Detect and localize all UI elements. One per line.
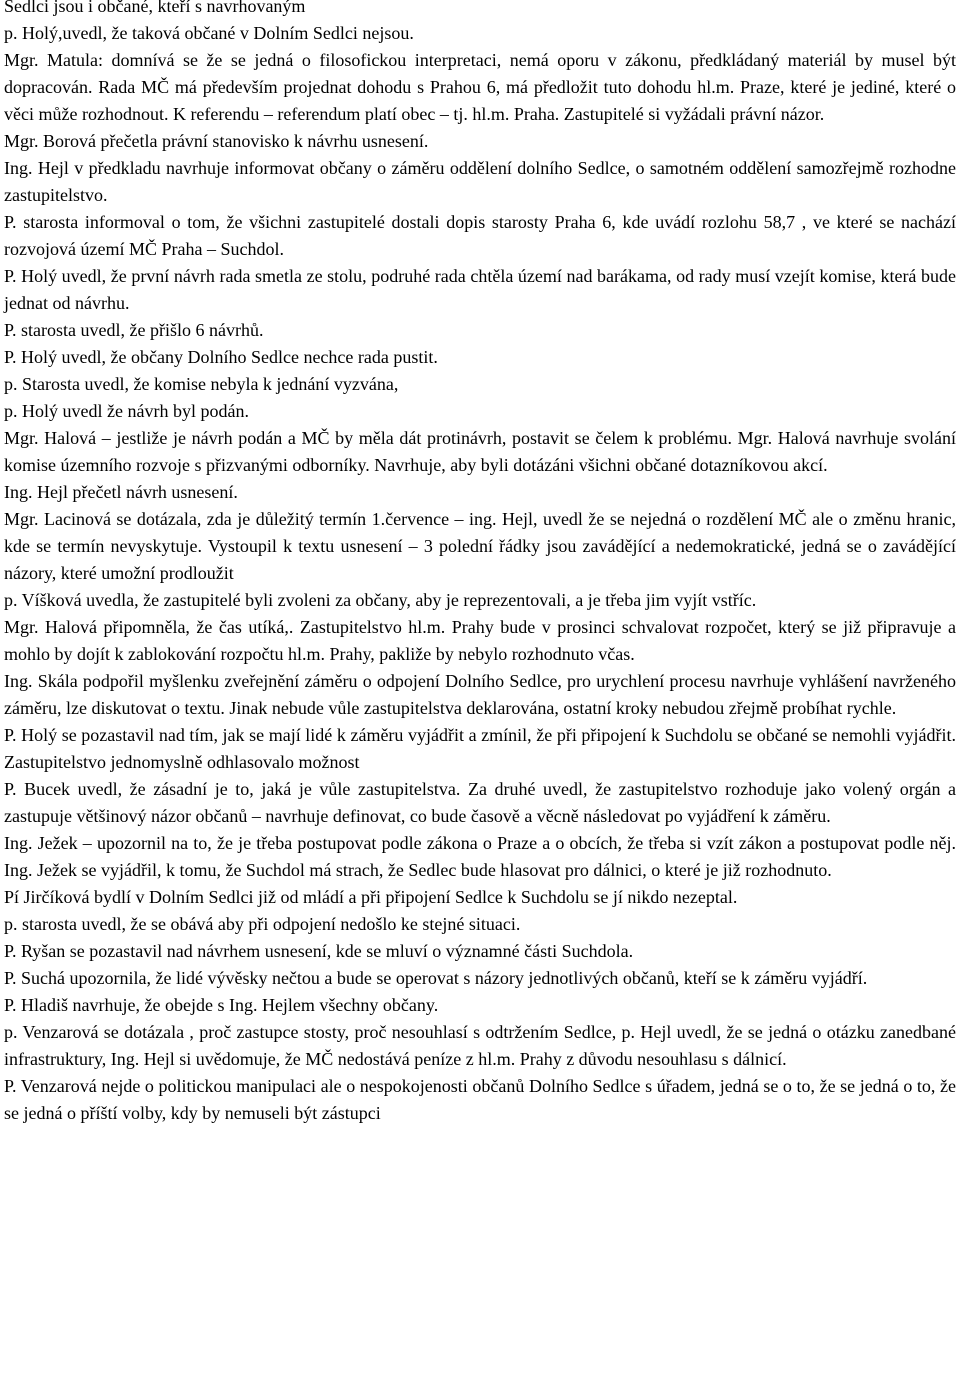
paragraph: Mgr. Lacinová se dotázala, zda je důležitý termín 1.července – ing. Hejl, uvedl že se nejedná o rozdělení MČ ale o změnu hranic, kde se termín nevyskytuje. Vystoupil k textu usnesení – 3 polední řádky jsou zavádějící a nedemokratické, jedná se o zavádějící názory, které umožní prodloužit	[4, 509, 956, 583]
paragraph: Pí Jirčíková bydlí v Dolním Sedlci již od mládí a při připojení Sedlce k Suchdolu se jí nikdo nezeptal.	[4, 887, 738, 907]
paragraph: P. starosta informoval o tom, že všichni zastupitelé dostali dopis starosty Praha 6, kde uvádí rozlohu 58,7 , ve které se nachází rozvojová území MČ Praha – Suchdol.	[4, 212, 956, 259]
paragraph: P. Holý se pozastavil nad tím, jak se mají lidé k záměru vyjádřit a zmínil, že při připojení k Suchdolu se občané se nemohli vyjádřit. Zastupitelstvo jednomyslně odhlasovalo možnost	[4, 725, 956, 772]
paragraph: Mgr. Matula: domnívá se že se jedná o filosofickou interpretaci, nemá oporu v zákonu, předkládaný materiál by musel být dopracován. Rada MČ má především projednat dohodu s Prahou 6, má předložit tuto dohodu hl.m. Praze, které je jediné, které o věci může rozhodnout. K referendu – referendum platí obec – tj. hl.m. Praha. Zastupitelé si vyžádali právní názor.	[4, 50, 956, 124]
paragraph: Ing. Skála podpořil myšlenku zveřejnění záměru o odpojení Dolního Sedlce, pro urychlení procesu navrhuje vyhlášení navrženého záměru, lze diskutovat o textu. Jinak nebude vůle zastupitelstva deklarována, ostatní kroky nebudou zřejmě probíhat rychle.	[4, 671, 956, 718]
paragraph: p. Víšková uvedla, že zastupitelé byli zvoleni za občany, aby je reprezentovali, a je třeba jim vyjít vstříc.	[4, 590, 757, 610]
paragraph: P. Hladiš navrhuje, že obejde s Ing. Hejlem všechny občany.	[4, 995, 439, 1015]
paragraph: P. starosta uvedl, že přišlo 6 návrhů.	[4, 320, 264, 340]
paragraph: Mgr. Halová – jestliže je návrh podán a MČ by měla dát protinávrh, postavit se čelem k problému. Mgr. Halová navrhuje svolání komise územního rozvoje s přizvanými odborníky. Navrhuje, aby byli dotázáni všichni občané dotazníkovou akcí.	[4, 428, 956, 475]
paragraph: Mgr. Borová přečetla právní stanovisko k návrhu usnesení.	[4, 131, 429, 151]
paragraph: P. Venzarová nejde o politickou manipulaci ale o nespokojenosti občanů Dolního Sedlce s úřadem, jedná se o to, že se jedná o to, že se jedná o příští volby, kdy by nemuseli být zástupci	[4, 1076, 956, 1123]
paragraph: P. Holý uvedl, že první návrh rada smetla ze stolu, podruhé rada chtěla území nad barákama, od rady musí vzejít komise, která bude jednat od návrhu.	[4, 266, 956, 313]
paragraph: P. Ryšan se pozastavil nad návrhem usnesení, kde se mluví o významné části Suchdola.	[4, 941, 634, 961]
paragraph: P. Holý uvedl, že občany Dolního Sedlce nechce rada pustit.	[4, 347, 438, 367]
paragraph: p. Starosta uvedl, že komise nebyla k jednání vyzvána,	[4, 374, 399, 394]
paragraph: Ing. Hejl přečetl návrh usnesení.	[4, 482, 238, 502]
paragraph: Mgr. Halová připomněla, že čas utíká,. Zastupitelstvo hl.m. Prahy bude v prosinci schvalovat rozpočet, který se již připravuje a mohlo by dojít k zablokování rozpočtu hl.m. Prahy, pakliže by nebylo rozhodnuto včas.	[4, 617, 956, 664]
paragraph: Ing. Ježek – upozornil na to, že je třeba postupovat podle zákona o Praze a o obcích, že třeba si vzít zákon a postupovat podle něj. Ing. Ježek se vyjádřil, k tomu, že Suchdol má strach, že Sedlec bude hlasovat pro dálnici, o které je již rozhodnuto.	[4, 833, 956, 880]
paragraph: p. Holý uvedl že návrh byl podán.	[4, 401, 249, 421]
paragraph: Ing. Hejl v předkladu navrhuje informovat občany o záměru oddělení dolního Sedlce, o samotném oddělení samozřejmě rozhodne zastupitelstvo.	[4, 158, 956, 205]
paragraph: P. Bucek uvedl, že zásadní je to, jaká je vůle zastupitelstva. Za druhé uvedl, že zastupitelstvo rozhoduje jako volený orgán a zastupuje většinový názor občanů – navrhuje definovat, co bude časově a věcně následovat po vyjádření k záměru.	[4, 779, 956, 826]
paragraph: Sedlci jsou i občané, kteří s navrhovaným	[4, 0, 306, 16]
paragraph: P. Suchá upozornila, že lidé vývěsky nečtou a bude se operovat s názory jednotlivých občanů, kteří se k záměru vyjádří.	[4, 968, 868, 988]
paragraph: p. Venzarová se dotázala , proč zastupce stosty, proč nesouhlasí s odtržením Sedlce, p. Hejl uvedl, že se jedná o otázku zanedbané infrastruktury, Ing. Hejl si uvědomuje, že MČ nedostává peníze z hl.m. Prahy z důvodu nesouhlasu s dálnicí.	[4, 1022, 956, 1069]
paragraph: p. Holý,uvedl, že taková občané v Dolním Sedlci nejsou.	[4, 23, 414, 43]
paragraph: p. starosta uvedl, že se obává aby při odpojení nedošlo ke stejné situaci.	[4, 914, 521, 934]
